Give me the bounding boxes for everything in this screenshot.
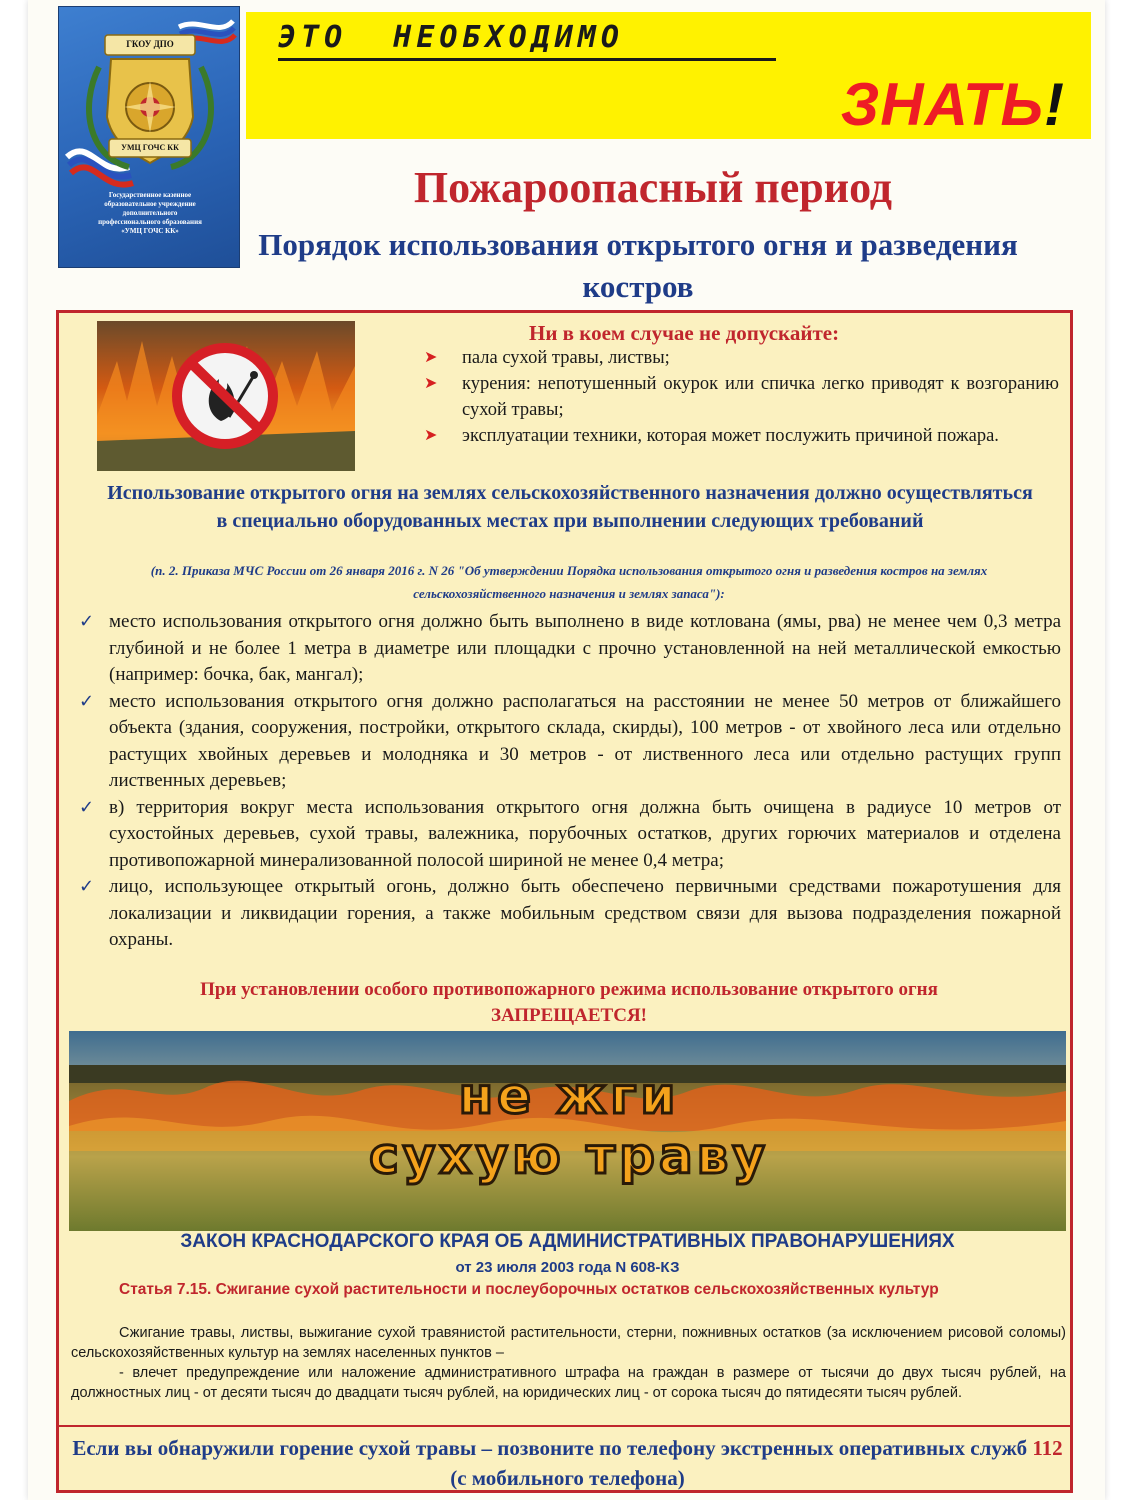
requirement-item <box>79 609 1061 689</box>
banner-line-2: сухую траву <box>369 1127 769 1185</box>
requirements-list <box>79 609 1061 954</box>
requirement-text: место использования открытого огня должно располагаться на расстоянии не менее 50 метров от ближайшего объекта (здания, сооружения, постройки, открытого склада, скирды), 100 метров - от хвойного леса или отдельно растущих хвойных деревьев и молодняка и 30 метров - от лиственного леса или отдельно растущих групп лиственных деревьев; <box>109 690 1061 791</box>
checkmark-icon: ✓ <box>79 876 95 897</box>
warning-item-text: курения: непотушенный окурок или спичка легко приводят к возгоранию сухой травы; <box>462 374 1059 420</box>
warning-list <box>384 345 1059 449</box>
law-title: ЗАКОН КРАСНОДАРСКОГО КРАЯ ОБ АДМИНИСТРАТИВНЫХ ПРАВОНАРУШЕНИЯХ <box>180 1231 955 1252</box>
slogan-top: ЭТО НЕОБХОДИМО <box>278 20 624 55</box>
requirement-text: в) территория вокруг места использования открытого огня должна быть очищена в радиусе 10 метров от сухостойных деревьев, сухой травы, валежника, порубочных остатков, других горючих материалов и отделена противопожарной минерализованной полосой шириной не менее 0,4 метра; <box>109 796 1061 871</box>
prohibition-note <box>79 977 1059 1029</box>
requirements-heading: Использование открытого огня на землях сельскохозяйственного назначения должно осуществляться в специально оборудованных местах при выполнении следующих требований <box>107 482 1033 532</box>
law-date: от 23 июля 2003 года N 608-КЗ <box>455 1259 680 1276</box>
requirement-item <box>79 795 1061 875</box>
law-article: Статья 7.15. Сжигание сухой растительности и послеуборочных остатков сельскохозяйственных культур <box>119 1281 939 1298</box>
warning-item <box>384 345 1059 371</box>
emblem-ribbon-top: ГКОУ ДПО <box>126 39 174 49</box>
no-fire-icon <box>97 321 355 471</box>
slogan-underline <box>278 58 776 61</box>
slogan-main <box>841 70 1065 139</box>
emblem-caption-5: «УМЦ ГОЧС КК» <box>121 227 179 235</box>
requirement-text: место использования открытого огня должно быть выполнено в виде котлована (ямы, рва) не менее чем 0,3 метра глубиной и не более 1 метра в диаметре или площадки с прочно установленной на ней металлической емкостью (например: бочка, бак, мангал); <box>109 611 1061 685</box>
slogan-exclamation: ! <box>1044 71 1065 138</box>
prohibition-note-emphasis: ЗАПРЕЩАЕТСЯ! <box>490 1005 648 1026</box>
requirement-text: лицо, использующее открытый огонь, должно быть обеспечено первичными средствами пожаротушения для локализации и ликвидации горения, а также мобильным средством связи для вызова подразделения пожарной охраны. <box>109 876 1061 950</box>
emblem-ribbon-bottom: УМЦ ГОЧС КК <box>121 143 179 152</box>
banner-line-1: не жги <box>458 1067 680 1125</box>
arrow-icon: ➤ <box>424 375 438 392</box>
slogan-main-text: ЗНАТЬ <box>840 71 1045 138</box>
emblem-caption-1: Государственное казенное <box>108 191 192 199</box>
warning-item <box>384 423 1059 449</box>
arrow-icon: ➤ <box>424 349 438 366</box>
emergency-number: 112 <box>1032 1436 1063 1460</box>
requirement-item <box>79 689 1061 795</box>
warning-item <box>384 371 1059 423</box>
law-paragraph: Сжигание травы, листвы, выжигание сухой травянистой растительности, стерни, пожнивных остатков (за исключением рисовой соломы) сельскохозяйственных культур на землях населенных пунктов – <box>71 1325 1066 1361</box>
law-body <box>71 1323 1066 1403</box>
checkmark-icon: ✓ <box>79 690 95 712</box>
emblem-caption-4: профессионального образования <box>98 218 202 226</box>
checkmark-icon: ✓ <box>79 796 95 818</box>
page-title: Пожароопасный период <box>413 163 893 212</box>
emergency-call <box>69 1433 1066 1493</box>
requirements-reference: (п. 2. Приказа МЧС России от 26 января 2016 г. N 26 "Об утверждении Порядка использования открытого огня и разведения костров на землях сельскохозяйственного назначения и землях запаса"): <box>150 563 988 601</box>
warning-title: Ни в коем случае не допускайте: <box>529 321 840 345</box>
footer-divider <box>59 1425 1070 1427</box>
emblem-caption-2: образовательное учреждение <box>104 200 196 208</box>
arrow-icon: ➤ <box>424 427 438 444</box>
emergency-call-suffix: (с мобильного телефона) <box>450 1466 685 1490</box>
warning-item-text: пала сухой травы, листвы; <box>462 348 670 368</box>
warning-item-text: эксплуатации техники, которая может послужить причиной пожара. <box>462 426 999 446</box>
poster-page <box>28 0 1105 1500</box>
content-frame <box>56 310 1073 1493</box>
page-subtitle: Порядок использования открытого огня и разведения костров <box>258 227 1018 304</box>
emblem-caption-3: дополнительного <box>122 209 178 217</box>
emergency-call-text: Если вы обнаружили горение сухой травы – позвоните по телефону экстренных оперативных служб <box>72 1436 1028 1460</box>
law-paragraph: - влечет предупреждение или наложение административного штрафа на граждан в размере от тысячи до двух тысяч рублей, на должностных лиц - от десяти тысяч до двадцати тысяч рублей, на юридических лиц - от сорока тысяч до пятидесяти тысяч рублей. <box>71 1365 1066 1401</box>
checkmark-icon: ✓ <box>79 611 95 632</box>
requirement-item <box>79 874 1061 954</box>
prohibition-note-text: При установлении особого противопожарного режима использование открытого огня <box>200 979 938 1000</box>
emblem-panel <box>58 6 240 268</box>
burning-grass-banner <box>69 1031 1066 1231</box>
